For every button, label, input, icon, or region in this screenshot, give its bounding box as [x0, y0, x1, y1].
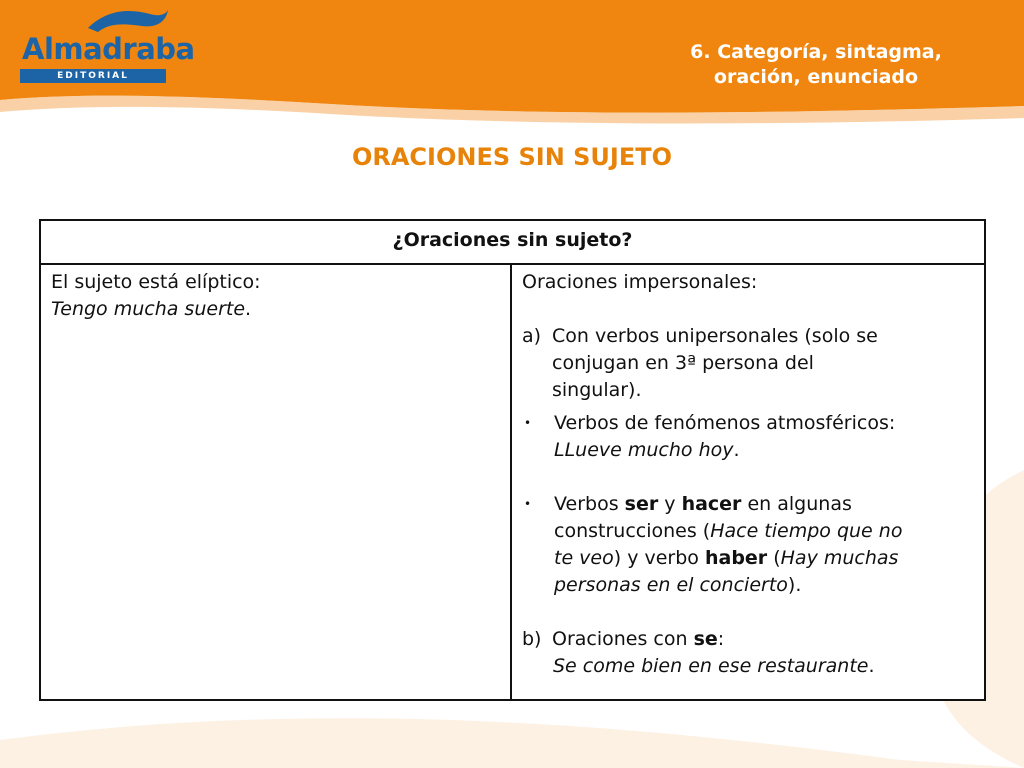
- table-header: ¿Oraciones sin sujeto?: [40, 220, 985, 264]
- section-title-line1: 6. Categoría, sintagma,: [690, 41, 942, 63]
- content-table: [39, 219, 986, 701]
- bullet-ser-hacer: • Verbos ser y hacer en algunas construcciones (Hace tiempo que no te veo) y verbo haber (Hay muchas personas en el concierto).: [522, 491, 974, 599]
- bullet-icon: •: [524, 416, 532, 430]
- left-line1: El sujeto está elíptico:: [51, 271, 261, 293]
- bullet-icon: •: [524, 497, 532, 511]
- logo-subtitle: EDITORIAL: [20, 69, 166, 83]
- section-title: [636, 40, 996, 90]
- left-cell: [40, 264, 511, 700]
- left-example: Tengo mucha suerte.: [51, 298, 252, 320]
- right-intro: Oraciones impersonales:: [522, 271, 758, 293]
- section-title-line2: oración, enunciado: [713, 66, 919, 88]
- bullet-meteorological: • Verbos de fenómenos atmosféricos: LLueve mucho hoy.: [522, 410, 974, 464]
- item-a: a) Con verbos unipersonales (solo se conjugan en 3ª persona del singular).: [522, 325, 878, 401]
- almadraba-logo: [18, 6, 195, 82]
- right-cell: [511, 264, 985, 700]
- item-b: b) Oraciones con se:: [522, 628, 725, 650]
- logo-wordmark: Almadraba: [22, 32, 195, 66]
- item-b-example: Se come bien en ese restaurante.: [553, 655, 875, 677]
- page-title: ORACIONES SIN SUJETO: [351, 143, 673, 171]
